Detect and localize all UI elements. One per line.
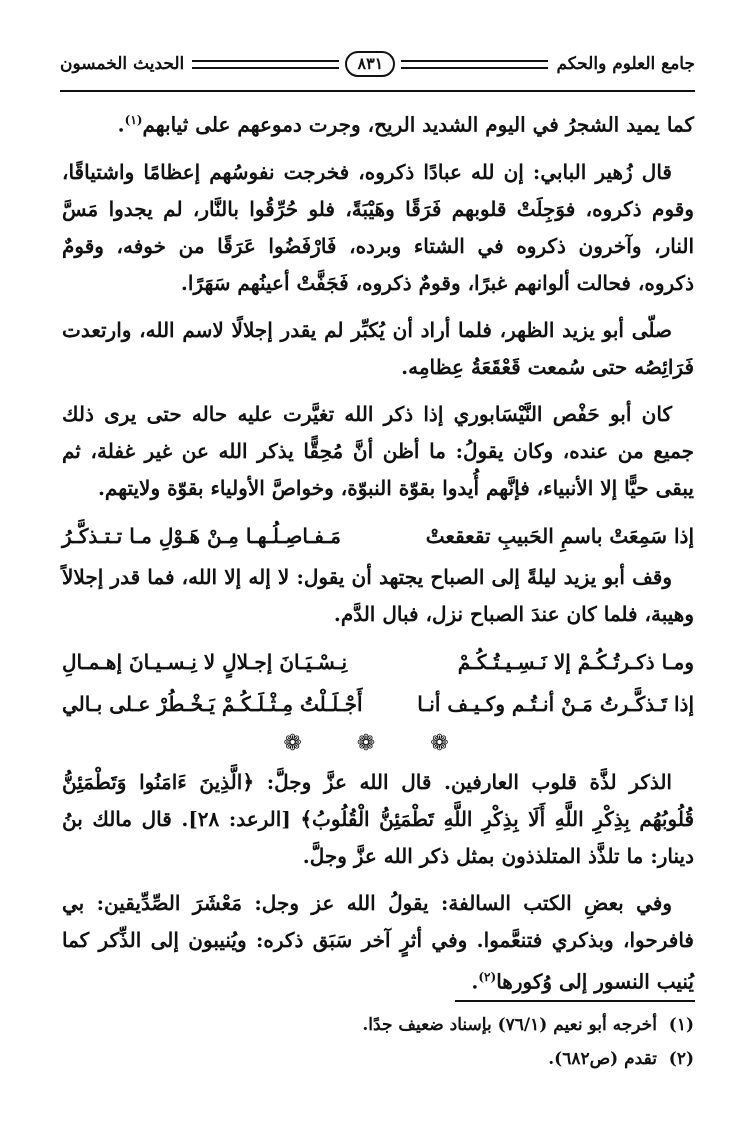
paragraph-6 — [62, 764, 694, 875]
paragraph-text: صلّى أبو يزيد الظهر، فلما أراد أن يُكبِّر لم يقدر إجلالًا لاسم الله، وارتعدت فَرَائِصُه حتى سُمعت قَعْقَعَةُ عِظامِه. — [62, 317, 694, 379]
verse-second-hemistich: أَجْـلَـلْتُ مِـثْـلَـكُـمْ يَـخْـطُرْ عـلى بـالي — [62, 691, 363, 716]
footnote-number: (٢) — [668, 1049, 694, 1069]
header-double-line-left — [192, 60, 339, 69]
paragraph-text: وقف أبو يزيد ليلةً إلى الصباح يجتهد أن يقول: لا إله إلا الله، فما قدر إجلالاً وهيبة، فلما كان عندَ الصباح نزل، فبال الدَّم. — [62, 564, 694, 626]
paragraph-7 — [62, 885, 694, 1001]
verse-first-hemistich: إذا تَـذكَّـرتُ مَـنْ أنـتُـم وكـيـف أنـا — [417, 691, 694, 716]
footnote-number: (١) — [668, 1015, 694, 1035]
footnote-text: أخرجه أبو نعيم (٧٦/١) بإسناد ضعيف جدًا. — [362, 1015, 657, 1035]
footnote-text: تقدم (ص٦٨٢). — [548, 1049, 657, 1069]
paragraph-text: الذكر لذَّة قلوب العارفين. قال الله عزَّ وجلَّ: ﴿الَّذِينَ ءَامَنُوا وَتَطْمَئِنُّ قُلُوبُهُم بِذِكْرِ اللَّهِ أَلَا بِذِكْرِ اللَّهِ تَطْمَئِنُّ الْقُلُوبُ﴾ [الرعد: ٢٨]. قال مالك بنُ دينار: ما تلذَّذ المتلذذون بمثل ذكر الله عزَّ وجلَّ. — [62, 769, 695, 868]
page-number: ٨٣١ — [345, 51, 395, 77]
paragraph-5 — [62, 559, 694, 633]
paragraph-2 — [62, 154, 694, 302]
verse-first-hemistich: إذا سَمِعَتْ باسمِ الحَبيبِ تقعقعتْ — [425, 523, 694, 548]
footnote-marker: (٢) — [478, 969, 497, 984]
paragraph-4 — [62, 396, 694, 507]
paragraph-text: قال زُهير البابي: إن لله عبادًا ذكروه، فخرجت نفوسُهم إعظامًا واشتياقًا، وقوم ذكروه، فوَجِلَتْ قلوبهم فَرَقًا وهَيْبَةً، فلو حُرِّقُوا بالنَّار، لم يجدوا مَسَّ النار، وآخرون ذكروه في الشتاء وبرده، فَارْفَضُوا عَرَقًا من خوفه، وقومٌ ذكروه، فحالت ألوانهم غبرًا، وقومٌ ذكروه، فَجَفَّتْ أعينُهم سَهَرًا. — [62, 159, 695, 295]
poem-verse-3 — [62, 685, 694, 723]
paragraph-text: كان أبو حَفْص النَّيْسَابوري إذا ذكر الله تغيَّرت عليه حاله حتى يرى ذلك جميع من عنده، وكان يقولُ: ما أظن أنَّ مُحِقًّا يذكر الله عن غير غفلة، ثم يبقى حيًّا إلا الأنبياء، فإنَّهم أُيدوا بقوّة النبوّة، وخواصَّ الأولياء بقوّة ولايتهم. — [62, 401, 694, 500]
header-rule — [60, 90, 695, 92]
header-double-line-right — [401, 60, 548, 69]
running-header — [60, 44, 695, 84]
paragraph-tail: . — [471, 969, 479, 994]
footnote-1 — [62, 1008, 694, 1042]
verse-first-hemistich: ومـا ذكـرتُـكُـمْ إلا نَـسِـيـتُـكُـمْ — [457, 649, 694, 674]
paragraph-tail: . — [117, 112, 125, 137]
paragraph-text: كما يميد الشجرُ في اليوم الشديد الريح، وجرت دموعهم على ثيابهم — [142, 112, 694, 137]
verse-second-hemistich: نِـسْـيَـانَ إجـلالٍ لا نِـسـيـانَ إهـمـالِ — [62, 649, 348, 674]
header-ornament — [192, 51, 548, 77]
chapter-title: الحديث الخمسون — [60, 54, 185, 74]
poem-verse-2 — [62, 643, 694, 681]
poem-verse-1 — [62, 517, 694, 555]
section-separator: ❁ ❁ ❁ — [283, 730, 473, 756]
paragraph-3 — [62, 312, 694, 386]
paragraph-1 — [62, 102, 694, 144]
page-body — [62, 102, 694, 1010]
footnote-2 — [62, 1042, 694, 1076]
paragraph-text: وفي بعضِ الكتب السالفة: يقولُ الله عز وجل: مَعْشَرَ الصِّدِّيقين: بي فافرحوا، وبذكري فتنعَّموا. وفي أثرٍ آخر سَبَق ذكره: ويُنيبون إلى الذِّكر كما يُنيب النسور إلى وُكورها — [62, 890, 694, 994]
footnotes — [62, 1008, 694, 1076]
footnote-rule — [455, 1000, 695, 1002]
footnote-marker: (١) — [124, 113, 143, 127]
book-title: جامع العلوم والحكم — [556, 54, 695, 74]
verse-second-hemistich: مَـفـاصِـلُـهـا مِـنْ هَـوْلِ مـا تـتـذكَّـرُ — [62, 523, 341, 548]
